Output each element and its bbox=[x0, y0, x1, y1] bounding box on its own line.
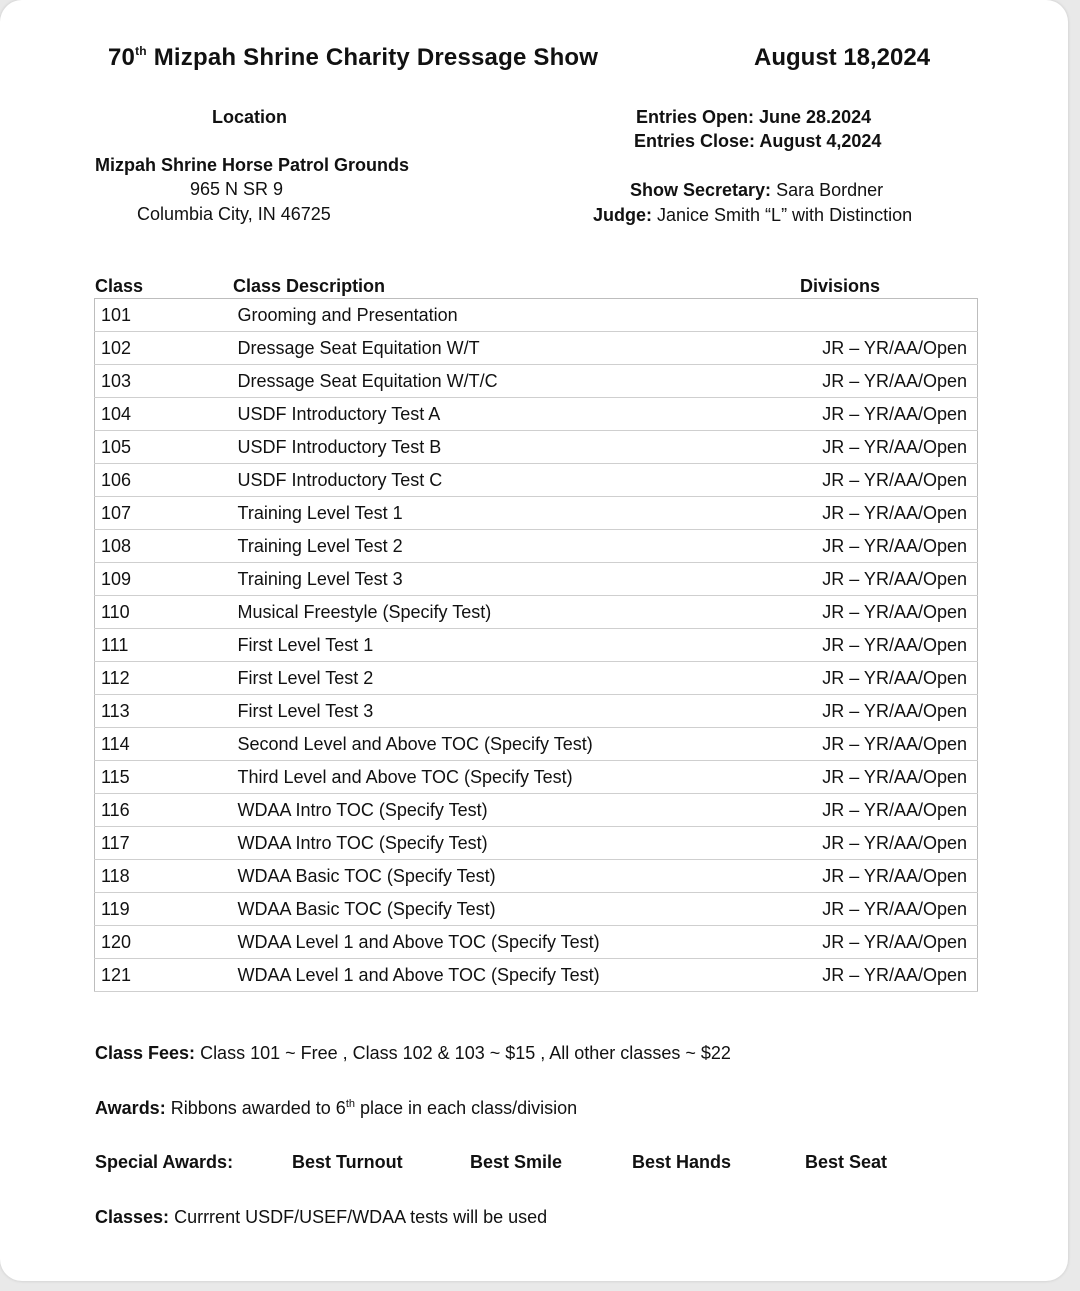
column-header-divisions: Divisions bbox=[800, 276, 881, 296]
class-divisions: JR – YR/AA/Open bbox=[778, 497, 978, 530]
table-row bbox=[95, 596, 978, 629]
class-number: 110 bbox=[95, 596, 233, 629]
table-row bbox=[95, 959, 978, 992]
class-description: Training Level Test 1 bbox=[233, 497, 778, 530]
class-number: 119 bbox=[95, 893, 233, 926]
class-divisions: JR – YR/AA/Open bbox=[778, 464, 978, 497]
show-title bbox=[108, 44, 598, 72]
classes-note bbox=[95, 1207, 547, 1228]
class-description: WDAA Level 1 and Above TOC (Specify Test) bbox=[233, 926, 778, 959]
table-row bbox=[95, 365, 978, 398]
table-row bbox=[95, 827, 978, 860]
fees-label: Class Fees: bbox=[95, 1043, 196, 1063]
class-divisions: JR – YR/AA/Open bbox=[778, 398, 978, 431]
special-award-best-hands: Best Hands bbox=[632, 1152, 732, 1172]
fees-value: Class 101 ~ Free , Class 102 & 103 ~ $15 , All other classes ~ $22 bbox=[195, 1043, 731, 1063]
table-row bbox=[95, 431, 978, 464]
class-number: 102 bbox=[95, 332, 233, 365]
table-row bbox=[95, 398, 978, 431]
class-number: 107 bbox=[95, 497, 233, 530]
class-divisions: JR – YR/AA/Open bbox=[778, 695, 978, 728]
class-divisions: JR – YR/AA/Open bbox=[778, 629, 978, 662]
table-row bbox=[95, 926, 978, 959]
classes-label: Classes: bbox=[95, 1207, 170, 1227]
class-description: WDAA Intro TOC (Specify Test) bbox=[233, 794, 778, 827]
class-number: 114 bbox=[95, 728, 233, 761]
awards bbox=[95, 1098, 577, 1119]
class-description: WDAA Basic TOC (Specify Test) bbox=[233, 893, 778, 926]
class-divisions bbox=[778, 299, 978, 332]
class-number: 101 bbox=[95, 299, 233, 332]
class-description: Dressage Seat Equitation W/T bbox=[233, 332, 778, 365]
class-description: WDAA Intro TOC (Specify Test) bbox=[233, 827, 778, 860]
table-row bbox=[95, 464, 978, 497]
column-header-description: Class Description bbox=[233, 276, 386, 296]
class-number: 112 bbox=[95, 662, 233, 695]
table-row bbox=[95, 761, 978, 794]
show-secretary bbox=[630, 180, 883, 201]
class-number: 116 bbox=[95, 794, 233, 827]
show-date: August 18,2024 bbox=[754, 44, 931, 71]
table-row bbox=[95, 563, 978, 596]
awards-label: Awards: bbox=[95, 1098, 166, 1118]
class-description: USDF Introductory Test A bbox=[233, 398, 778, 431]
awards-ordinal-suffix: th bbox=[345, 1098, 356, 1110]
table-row bbox=[95, 662, 978, 695]
class-divisions: JR – YR/AA/Open bbox=[778, 893, 978, 926]
awards-value: Ribbons awarded to 6 bbox=[165, 1098, 346, 1118]
class-description: USDF Introductory Test C bbox=[233, 464, 778, 497]
table-row bbox=[95, 497, 978, 530]
table-row bbox=[95, 530, 978, 563]
class-divisions: JR – YR/AA/Open bbox=[778, 431, 978, 464]
special-awards-label: Special Awards: bbox=[95, 1152, 234, 1172]
class-divisions: JR – YR/AA/Open bbox=[778, 365, 978, 398]
class-number: 121 bbox=[95, 959, 233, 992]
class-divisions: JR – YR/AA/Open bbox=[778, 563, 978, 596]
judge-value: Janice Smith “L” with Distinction bbox=[652, 205, 913, 225]
class-number: 113 bbox=[95, 695, 233, 728]
table-row bbox=[95, 332, 978, 365]
location-city: Columbia City, IN 46725 bbox=[137, 204, 331, 224]
secretary-value: Sara Bordner bbox=[771, 180, 884, 200]
class-divisions: JR – YR/AA/Open bbox=[778, 530, 978, 563]
special-award-best-seat: Best Seat bbox=[805, 1152, 888, 1172]
table-row bbox=[95, 860, 978, 893]
class-number: 109 bbox=[95, 563, 233, 596]
class-number: 106 bbox=[95, 464, 233, 497]
special-award-best-turnout: Best Turnout bbox=[292, 1152, 403, 1172]
class-divisions: JR – YR/AA/Open bbox=[778, 959, 978, 992]
class-divisions: JR – YR/AA/Open bbox=[778, 926, 978, 959]
location-street: 965 N SR 9 bbox=[190, 179, 284, 199]
column-header-class: Class bbox=[95, 276, 144, 296]
classes-value: Currrent USDF/USEF/WDAA tests will be used bbox=[169, 1207, 548, 1227]
table-row bbox=[95, 893, 978, 926]
class-description: Third Level and Above TOC (Specify Test) bbox=[233, 761, 778, 794]
awards-value-end: place in each class/division bbox=[355, 1098, 578, 1118]
class-description: WDAA Level 1 and Above TOC (Specify Test) bbox=[233, 959, 778, 992]
location-label: Location bbox=[212, 107, 287, 127]
title-ordinal-suffix: th bbox=[135, 44, 147, 58]
location-grounds: Mizpah Shrine Horse Patrol Grounds bbox=[95, 155, 410, 175]
class-divisions: JR – YR/AA/Open bbox=[778, 761, 978, 794]
table-row bbox=[95, 629, 978, 662]
special-award-best-smile: Best Smile bbox=[470, 1152, 563, 1172]
secretary-label: Show Secretary: bbox=[630, 180, 772, 200]
class-description: Musical Freestyle (Specify Test) bbox=[233, 596, 778, 629]
entries-close: Entries Close: August 4,2024 bbox=[634, 131, 882, 151]
title-number: 70 bbox=[108, 44, 136, 71]
class-divisions: JR – YR/AA/Open bbox=[778, 728, 978, 761]
class-description: First Level Test 3 bbox=[233, 695, 778, 728]
table-row bbox=[95, 794, 978, 827]
class-description: USDF Introductory Test B bbox=[233, 431, 778, 464]
class-divisions: JR – YR/AA/Open bbox=[778, 662, 978, 695]
class-description: First Level Test 1 bbox=[233, 629, 778, 662]
class-number: 104 bbox=[95, 398, 233, 431]
class-number: 103 bbox=[95, 365, 233, 398]
class-number: 111 bbox=[95, 629, 233, 662]
class-divisions: JR – YR/AA/Open bbox=[778, 860, 978, 893]
class-description: Second Level and Above TOC (Specify Test) bbox=[233, 728, 778, 761]
table-row bbox=[95, 299, 978, 332]
class-divisions: JR – YR/AA/Open bbox=[778, 596, 978, 629]
class-description: WDAA Basic TOC (Specify Test) bbox=[233, 860, 778, 893]
class-fees bbox=[95, 1043, 731, 1064]
class-divisions: JR – YR/AA/Open bbox=[778, 332, 978, 365]
class-description: Training Level Test 3 bbox=[233, 563, 778, 596]
entries-open: Entries Open: June 28.2024 bbox=[636, 107, 872, 127]
judge bbox=[593, 205, 912, 226]
table-row bbox=[95, 695, 978, 728]
class-divisions: JR – YR/AA/Open bbox=[778, 794, 978, 827]
class-number: 115 bbox=[95, 761, 233, 794]
class-number: 105 bbox=[95, 431, 233, 464]
judge-label: Judge: bbox=[593, 205, 653, 225]
class-description: Training Level Test 2 bbox=[233, 530, 778, 563]
class-number: 108 bbox=[95, 530, 233, 563]
class-number: 118 bbox=[95, 860, 233, 893]
class-number: 117 bbox=[95, 827, 233, 860]
class-number: 120 bbox=[95, 926, 233, 959]
class-table bbox=[94, 298, 978, 992]
class-description: Dressage Seat Equitation W/T/C bbox=[233, 365, 778, 398]
class-divisions: JR – YR/AA/Open bbox=[778, 827, 978, 860]
class-description: Grooming and Presentation bbox=[233, 299, 778, 332]
table-row bbox=[95, 728, 978, 761]
class-description: First Level Test 2 bbox=[233, 662, 778, 695]
title-text: Mizpah Shrine Charity Dressage Show bbox=[153, 44, 599, 71]
